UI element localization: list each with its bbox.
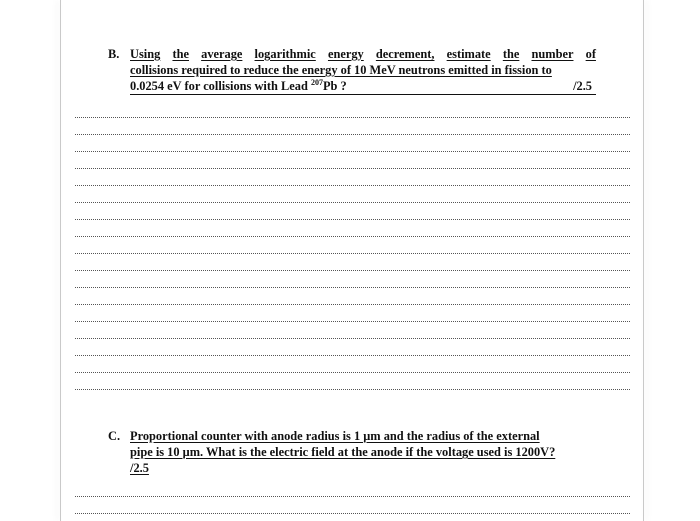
answer-line	[75, 355, 630, 356]
answer-line	[75, 389, 630, 390]
question-b-line-2: collisions required to reduce the energy of 10 MeV neutrons emitted in fission to	[130, 63, 552, 77]
answer-line	[75, 496, 630, 497]
answer-line	[75, 134, 630, 135]
answer-line	[75, 338, 630, 339]
answer-line	[75, 117, 630, 118]
question-b-marks: /2.5	[573, 79, 592, 93]
question-c-text	[130, 428, 596, 476]
question-c-line-1: Proportional counter with anode radius is 1 μm and the radius of the external	[130, 429, 540, 443]
question-b-line-3: 0.0254 eV for collisions with Lead $^{207}$Pb ? /2.5	[130, 78, 596, 95]
answer-line	[75, 185, 630, 186]
answer-line	[75, 253, 630, 254]
answer-line	[75, 321, 630, 322]
answer-line	[75, 270, 630, 271]
answer-line	[75, 151, 630, 152]
question-c-line-2: pipe is 10 μm. What is the electric field at the anode if the voltage used is 1200V?	[130, 445, 556, 459]
answer-line	[75, 372, 630, 373]
isotope-mass-number: 207	[310, 78, 323, 87]
answer-line	[75, 304, 630, 305]
answer-line	[75, 219, 630, 220]
page-edge-right	[643, 0, 644, 521]
answer-line	[75, 202, 630, 203]
question-c-label: C.	[108, 429, 121, 443]
question-c-marks: /2.5	[130, 461, 149, 475]
question-b-text	[130, 46, 596, 95]
page-edge-left	[60, 0, 61, 521]
answer-line	[75, 168, 630, 169]
answer-line	[75, 513, 630, 514]
question-b-label: B.	[108, 47, 120, 61]
answer-line	[75, 236, 630, 237]
answer-line	[75, 287, 630, 288]
question-b-line-1: Using the average logarithmic energy decrement, estimate the number of	[130, 47, 596, 61]
